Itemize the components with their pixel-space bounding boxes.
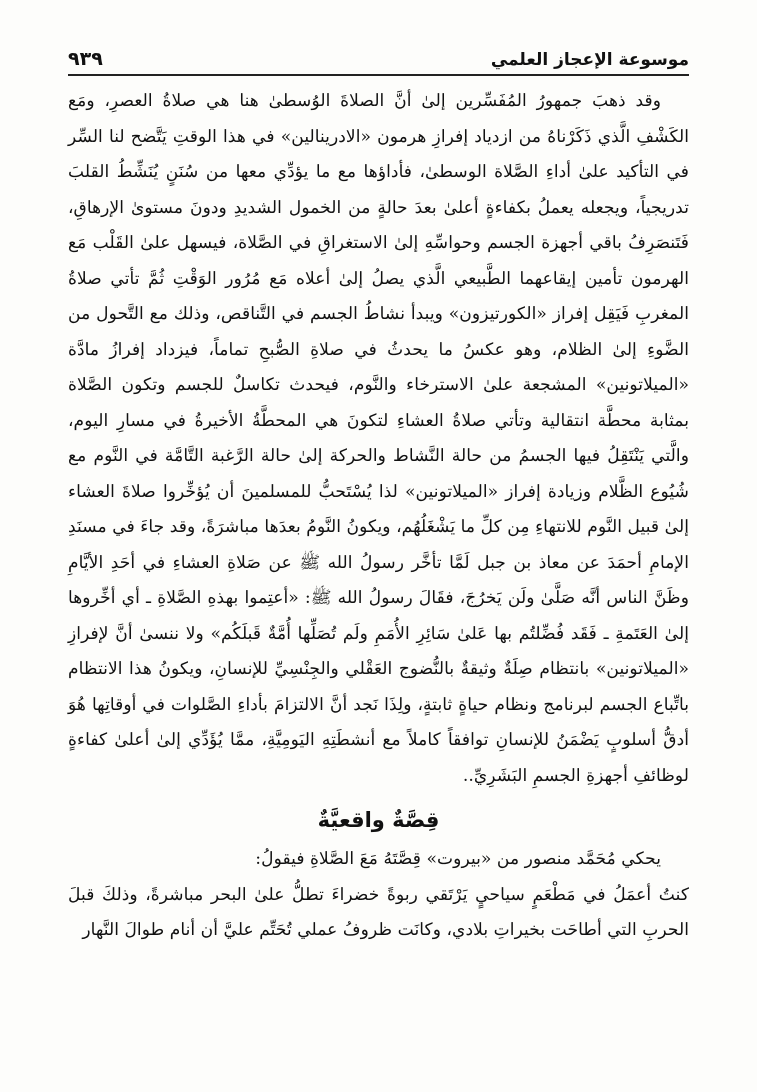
page-number: ٩٣٩ (68, 48, 103, 70)
main-paragraph: وقد ذهبَ جمهورُ المُفَسِّرين إلىٰ أنَّ الصلاةَ الوُسطىٰ هنا هي صلاةُ العصرِ، ومَع الكَشْفِ الَّذي ذَكَرْناهُ من ازدياد إفرازِ هرمون «الادرينالين» في هذا الوقتِ يَتَّضح لنا السِّر في التأكيد علىٰ أداءِ الصَّلاة الوسطىٰ، فأداؤها مع ما يؤدِّي معها من سُنَنٍ يُنَشِّطُ القلبَ تدريجياً، ويجعله يعملُ بكفاءةٍ أعلىٰ بعدَ حالةٍ من الخمول الشديدِ ودونَ مستوىٰ الإرهاقِ، فَتَنصَرِفُ باقي أجهزة الجسم وحواسِّهِ إلىٰ الاستغراقِ في الصَّلاة، فيسهل علىٰ القَلْب مَع الهرمون تأمين إيقاعهما الطَّبيعي الَّذي يصلُ إلىٰ أعلاه مَع مُرُور الوَقْتِ ثُمَّ تأتي صلاةُ المغربِ فَيَقِل إفراز «الكورتيزون» ويبدأ نشاطُ الجسم في التَّناقص، وذلك مع التَّحول من الضَّوءِ إلىٰ الظلام، وهو عكسُ ما يحدثُ في صلاةِ الصُّبحِ تماماً، فيزداد إفرازُ مادَّة «الميلاتونين» المشجعة علىٰ الاسترخاء والنَّوم، فيحدث تكاسلٌ للجسم وتكون الصَّلاة بمثابة محطَّة انتقالية وتأتي صلاةُ العشاءِ لتكونَ هي المحطَّةُ الأخيرةُ في مسارِ اليوم، والَّتي يَنْتَقِلُ فيها الجسمُ من حالة النَّشاط والحركة إلىٰ حالة الرَّغبة التَّامَّة في النَّوم مع شُيُوع الظَّلام وزيادة إفراز «الميلاتونين» لذا يُسْتَحبُّ للمسلمينَ أن يُؤخِّروا صلاةَ العشاء إلىٰ قبيل النَّوم للانتهاءِ مِن كلِّ ما يَشْغَلُهُم، ويكونُ النَّومُ بعدَها مباشرَةً، وقد جاءَ في مسنَدِ الإمامِ أحمَدَ عن معاذ بن جبل لَمَّا تأخَّر رسولُ الله ﷺ عن صَلاةِ العشاءِ في أحَدِ الأيَّامِ وظَنَّ الناس أنَّه صَلَّىٰ ولَن يَخرُجَ، فقَالَ رسولُ الله ﷺ: «أعتِموا بهذهِ الصَّلاةِ ـ أي أخِّروها إلىٰ العَتَمةِ ـ فَقَد فُضِّلتُم بها عَلىٰ سَائِرِ الأُمَمِ ولَم تُصَلِّها أُمَّةٌ قَبلَكُم» ولا ننسىٰ أنَّ لإفرازِ «الميلاتونين» بانتظام صِلَةٌ وثيقةٌ بالنُّضوج العَقْلي والجِنْسِيِّ للإنسانِ، ويكونُ هذا الانتظام باتِّباع الجسم لبرنامج ونظام حياةٍ ثابتةٍ، ولِذَا نَجد أنَّ الالتزامَ بأداءِ الصَّلوات في أوقاتِها هُوَ أدقُّ أسلوبٍ يَضْمَنُ للإنسانِ توافقاً كاملاً مع أنشطَتِهِ اليَومِيَّةِ، ممَّا يُؤَدِّي إلىٰ أعلىٰ كفاءةٍ لوظائفِ أجهزةِ الجسمِ البَشَرِيِّ.. (68, 91, 689, 786)
story-paragraph: كنتُ أعمَلُ في مَطْعَمٍ سياحيٍ يَرْتَقي ربوةً خضراءَ تطلُّ علىٰ البحر مباشرةً، وذلكَ قبلَ الحربِ التي أطاحَت بخيراتِ بلادي، وكانَت ظروفُ عملي تُحَتِّم عليَّ أن أنام طوالَ النَّهار (68, 884, 689, 940)
story-intro: يحكي مُحَمَّد منصور من «بيروت» قِصَّتَهُ مَعَ الصَّلاةِ فيقولُ: (255, 849, 661, 869)
header-divider (68, 74, 689, 76)
page-header (68, 44, 689, 70)
section-title: قِصَّةٌ واقعيَّةٌ (317, 808, 440, 832)
body-text (68, 84, 689, 949)
running-title: موسوعة الإعجاز العلمي (490, 50, 689, 70)
